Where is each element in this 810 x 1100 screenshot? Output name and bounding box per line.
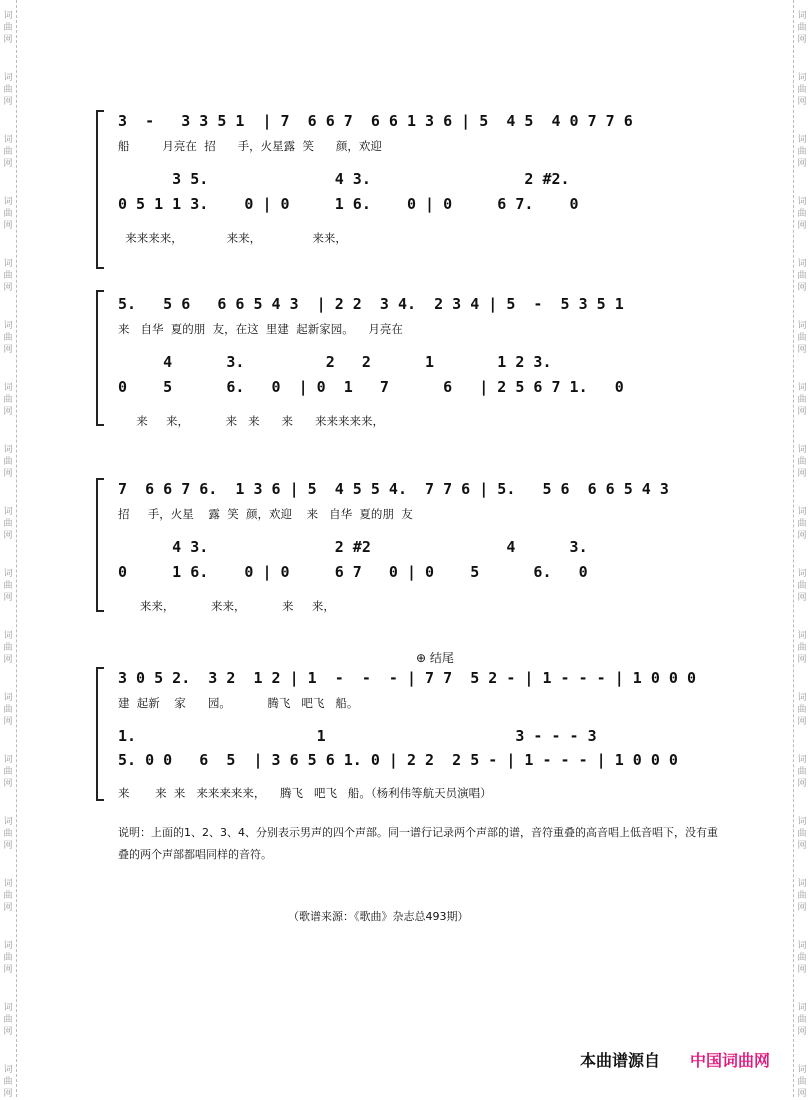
ending-marker: ⊕ 结尾: [416, 651, 454, 665]
upper-notes: 3 - 3 3 5 1 | 7 6 6 7 6 6 1 3 6 | 5 4 5 4 0 7 7 6: [118, 112, 633, 130]
watermark-text: 词曲网: [797, 817, 807, 851]
watermark-text: 词曲网: [797, 11, 807, 45]
watermark-text: 词曲网: [797, 445, 807, 479]
harmony-top: 4 3. 2 2 1 1 2 3.: [118, 353, 552, 371]
watermark-text: 词曲网: [3, 631, 13, 665]
system-brace: [96, 667, 104, 801]
watermark-text: 词曲网: [797, 941, 807, 975]
explanation-note: 说明：上面的1、2、3、4、分别表示男声的四个声部。同一谱行记录两个声部的谱，音符重叠的高音唱上低音唱下，没有重叠的两个声部都唱同样的音符。: [118, 826, 718, 861]
system-brace: [96, 478, 104, 612]
lower-lyrics: 来来来来， 来来， 来来，: [118, 231, 347, 245]
lower-notes: 5. 0 0 6 5 | 3 6 5 6 1. 0 | 2 2 2 5 - | 1 - - - | 1 0 0 0: [118, 751, 678, 769]
harmony-top: 1. 1 3 - - - 3: [118, 727, 597, 745]
watermark-text: 词曲网: [3, 73, 13, 107]
watermark-text: 词曲网: [797, 1003, 807, 1037]
upper-notes: 7 6 6 7 6. 1 3 6 | 5 4 5 5 4. 7 7 6 | 5. 5 6 6 6 5 4 3: [118, 480, 669, 498]
watermark-text: 词曲网: [797, 321, 807, 355]
upper-lyrics: 招 手，火星 露 笑 颜，欢迎 来 自华 夏的朋 友: [118, 507, 413, 521]
watermark-text: 词曲网: [3, 321, 13, 355]
lower-notes: 0 5 1 1 3. 0 | 0 1 6. 0 | 0 6 7. 0: [118, 195, 579, 213]
watermark-text: 词曲网: [797, 383, 807, 417]
watermark-text: 词曲网: [797, 693, 807, 727]
watermark-text: 词曲网: [797, 755, 807, 789]
footer-site-link[interactable]: 中国词曲网: [690, 1051, 771, 1070]
lower-notes: 0 1 6. 0 | 0 6 7 0 | 0 5 6. 0: [118, 563, 588, 581]
score-system-2: [98, 285, 708, 455]
watermark-text: 词曲网: [797, 631, 807, 665]
watermark-text: 词曲网: [3, 1065, 13, 1099]
score-system-4: [98, 645, 708, 805]
watermark-text: 词曲网: [3, 941, 13, 975]
watermark-text: 词曲网: [797, 879, 807, 913]
lower-lyrics: 来 来， 来 来 来 来来来来来，: [118, 414, 384, 428]
upper-notes: 5. 5 6 6 6 5 4 3 | 2 2 3 4. 2 3 4 | 5 - 5 3 5 1: [118, 295, 624, 313]
lower-lyrics: 来来， 来来， 来 来，: [118, 599, 335, 613]
upper-lyrics: 来 自华 夏的朋 友，在这 里建 起新家园。 月亮在: [118, 322, 403, 336]
watermark-text: 词曲网: [797, 73, 807, 107]
watermark-text: 词曲网: [3, 817, 13, 851]
watermark-text: 词曲网: [797, 259, 807, 293]
score-system-1: [98, 100, 708, 270]
left-watermark-strip: [0, 0, 17, 1097]
watermark-text: 词曲网: [3, 569, 13, 603]
watermark-text: 词曲网: [3, 445, 13, 479]
right-watermark-strip: [793, 0, 810, 1097]
watermark-text: 词曲网: [797, 197, 807, 231]
upper-notes: 3 0 5 2. 3 2 1 2 | 1 - - - | 7 7 5 2 - | 1 - - - | 1 0 0 0: [118, 669, 696, 687]
watermark-text: 词曲网: [3, 259, 13, 293]
upper-lyrics: 建 起新 家 园。 腾飞 吧飞 船。: [118, 696, 359, 710]
watermark-text: 词曲网: [3, 879, 13, 913]
watermark-text: 词曲网: [3, 197, 13, 231]
harmony-top: 3 5. 4 3. 2 #2.: [118, 170, 570, 188]
watermark-text: 词曲网: [3, 1003, 13, 1037]
watermark-text: 词曲网: [3, 693, 13, 727]
watermark-text: 词曲网: [3, 135, 13, 169]
watermark-text: 词曲网: [797, 1065, 807, 1099]
watermark-text: 词曲网: [3, 507, 13, 541]
watermark-text: 词曲网: [3, 383, 13, 417]
score-system-3: [98, 470, 708, 615]
watermark-text: 词曲网: [797, 135, 807, 169]
lower-lyrics: 来 来 来 来来来来来， 腾飞 吧飞 船。（杨利伟等航天员演唱）: [118, 786, 492, 800]
watermark-text: 词曲网: [3, 11, 13, 45]
system-brace: [96, 110, 104, 269]
watermark-text: 词曲网: [797, 507, 807, 541]
ending-label: 结尾: [429, 651, 454, 665]
lower-notes: 0 5 6. 0 | 0 1 7 6 | 2 5 6 7 1. 0: [118, 378, 624, 396]
source-note: （歌谱来源：《歌曲》杂志总493期）: [288, 910, 469, 923]
footer-prefix: 本曲谱源自: [580, 1051, 661, 1070]
system-brace: [96, 290, 104, 426]
watermark-text: 词曲网: [797, 569, 807, 603]
watermark-text: 词曲网: [3, 755, 13, 789]
harmony-top: 4 3. 2 #2 4 3.: [118, 538, 588, 556]
upper-lyrics: 船 月亮在 招 手，火星露 笑 颜，欢迎: [118, 139, 382, 153]
